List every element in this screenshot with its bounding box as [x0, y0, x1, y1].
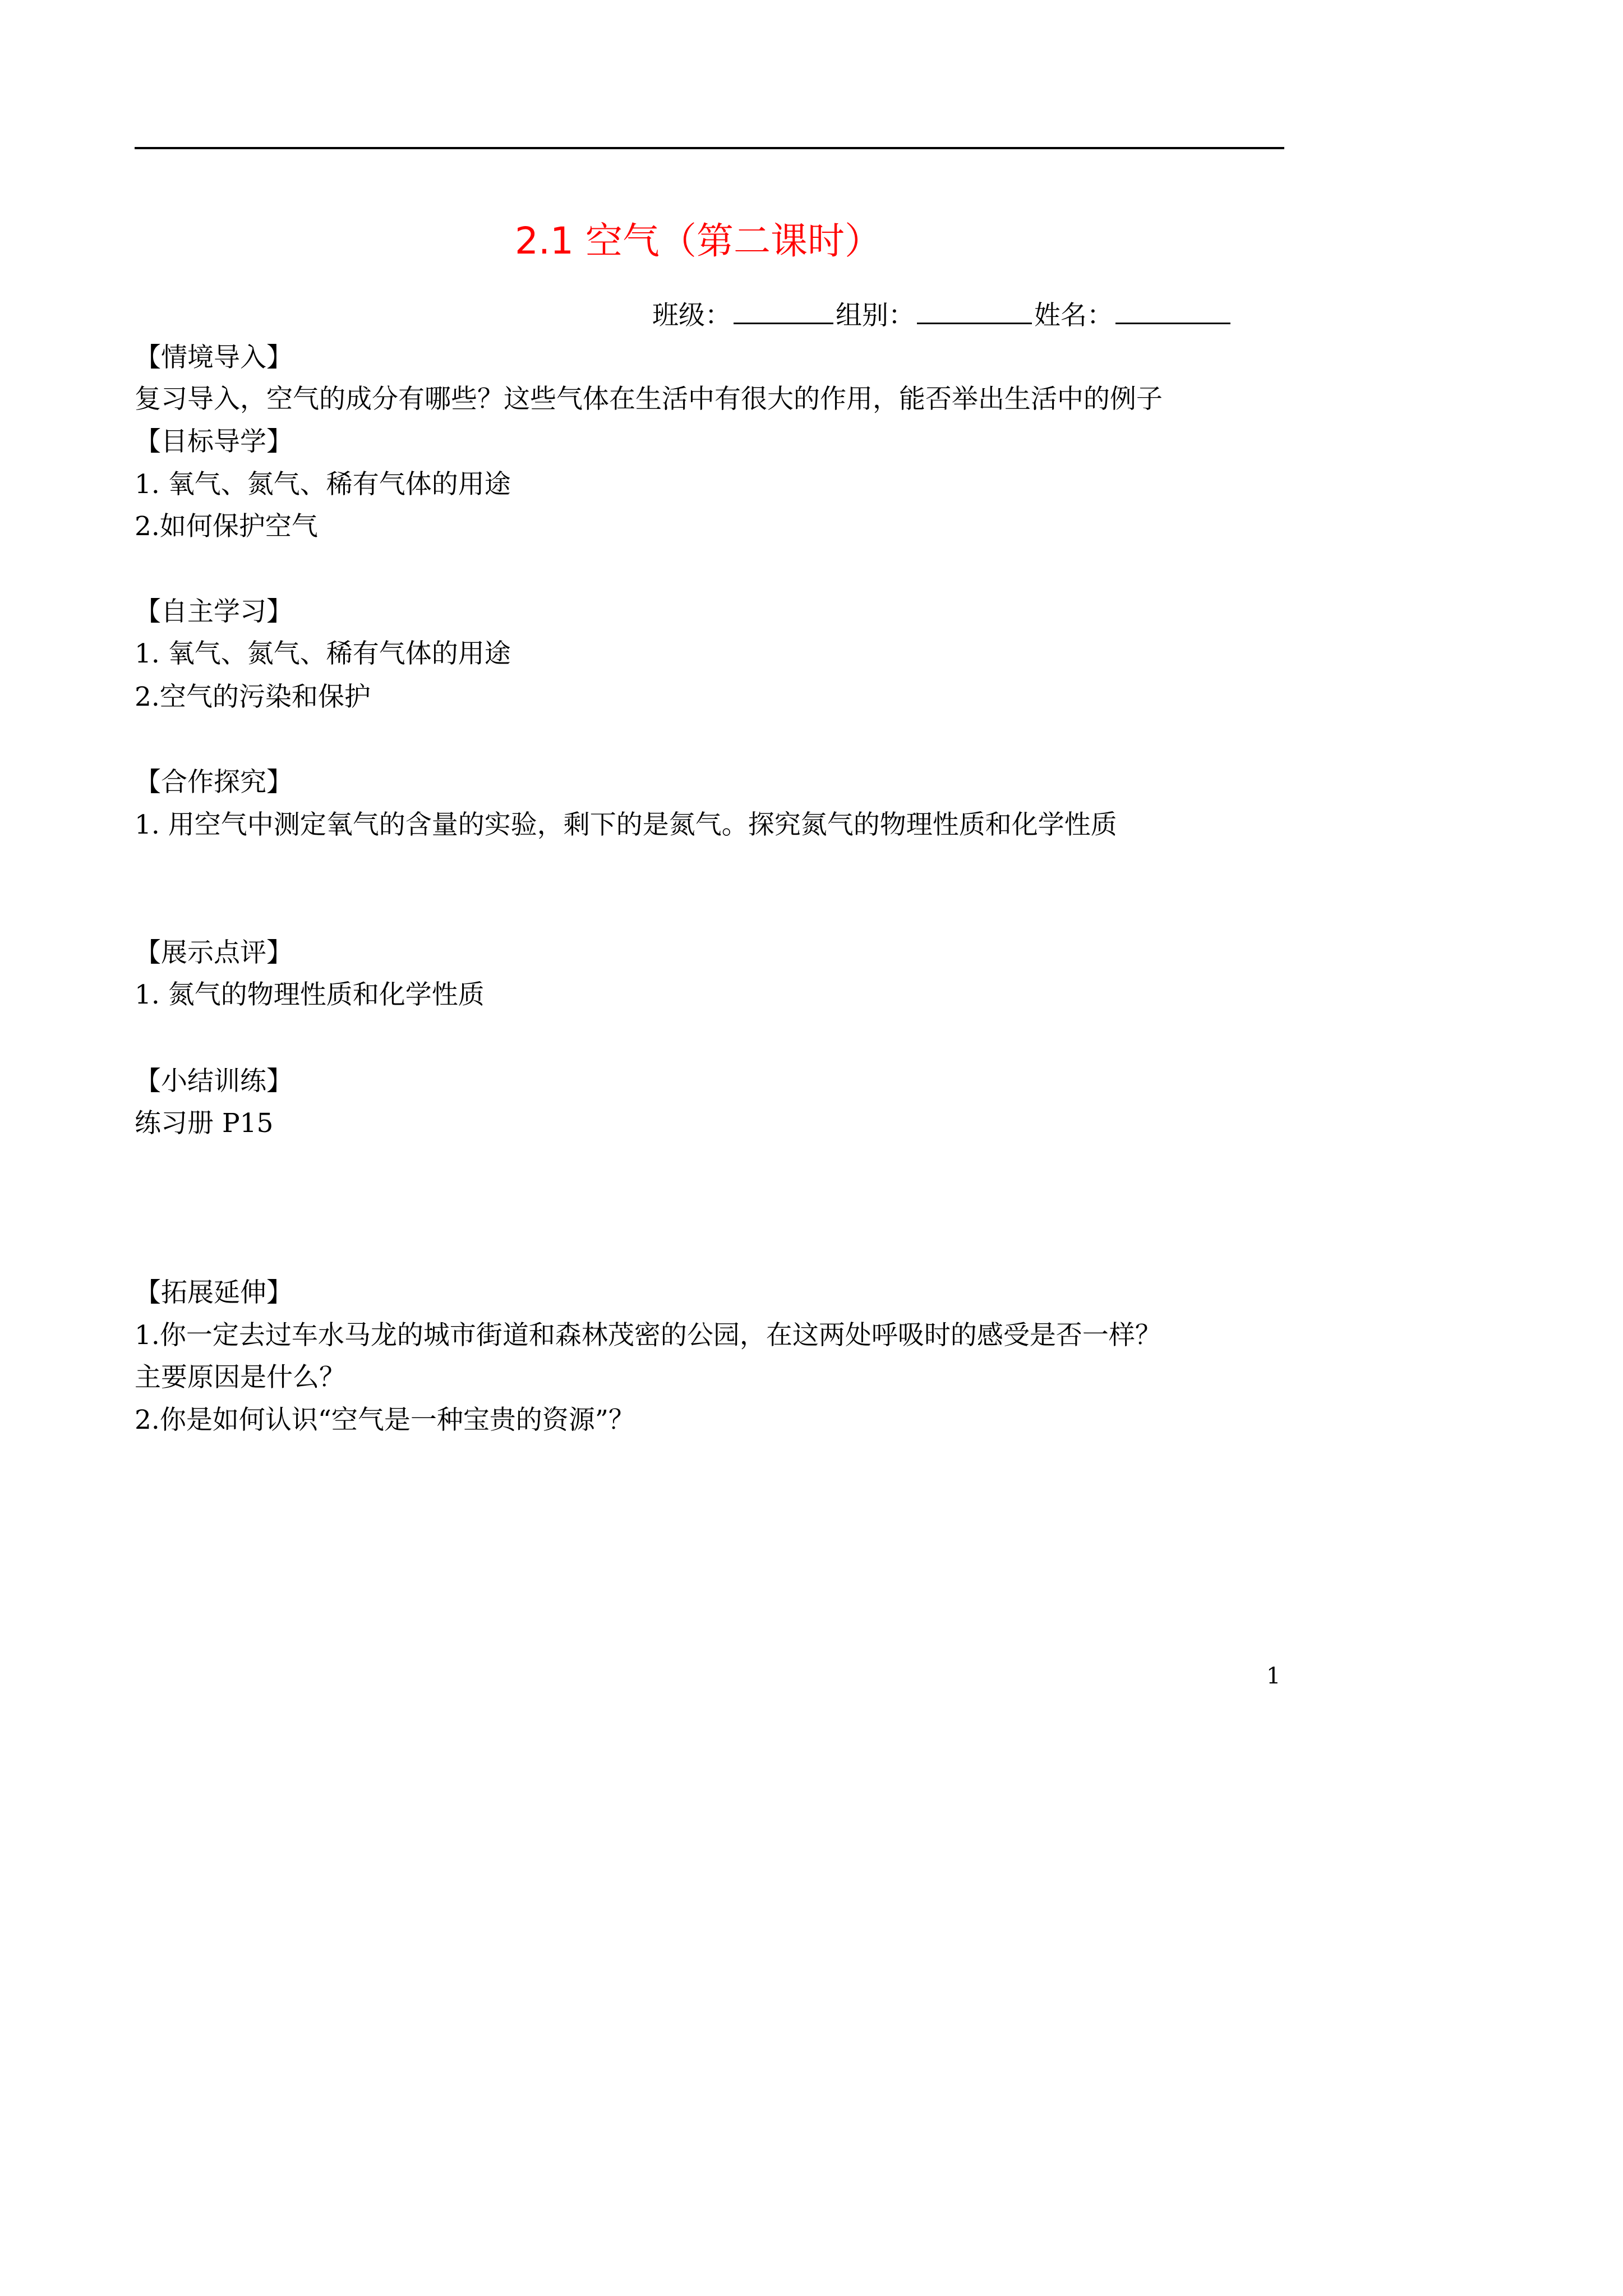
goals-heading: 【目标导学】 — [135, 426, 293, 457]
summary-heading: 【小结训练】 — [135, 1066, 293, 1097]
intro-text: 复习导入，空气的成分有哪些？这些气体在生活中有很大的作用，能否举出生活中的例子 — [135, 384, 1163, 415]
page-number: 1 — [1266, 1663, 1281, 1689]
self-study-item-1: 1. 氧气、氮气、稀有气体的用途 — [135, 638, 511, 669]
self-study-item-2: 2.空气的污染和保护 — [135, 682, 371, 712]
header-rule — [135, 147, 1284, 149]
intro-heading: 【情境导入】 — [135, 342, 293, 373]
cooperation-heading: 【合作探究】 — [135, 767, 293, 798]
page-title: 2.1 空气（第二课时） — [515, 219, 882, 263]
extension-item-1: 1.你一定去过车水马龙的城市街道和森林茂密的公园，在这两处呼吸时的感受是否一样？ — [135, 1320, 1161, 1351]
presentation-item-1: 1. 氮气的物理性质和化学性质 — [135, 979, 485, 1010]
name-label: 姓名： — [1034, 300, 1113, 331]
goals-item-1: 1. 氧气、氮气、稀有气体的用途 — [135, 469, 511, 500]
class-label: 班级： — [652, 300, 731, 331]
class-blank[interactable] — [734, 298, 833, 324]
presentation-heading: 【展示点评】 — [135, 937, 293, 968]
extension-item-1-continued: 主要原因是什么？ — [135, 1362, 345, 1393]
extension-item-2: 2.你是如何认识“空气是一种宝贵的资源”？ — [135, 1405, 635, 1435]
summary-item-1: 练习册 P15 — [135, 1108, 274, 1139]
student-info-line — [652, 296, 1233, 335]
cooperation-item-1: 1. 用空气中测定氧气的含量的实验，剩下的是氮气。探究氮气的物理性质和化学性质 — [135, 809, 1117, 840]
extension-heading: 【拓展延伸】 — [135, 1277, 293, 1308]
group-label: 组别： — [836, 300, 915, 331]
name-blank[interactable] — [1115, 298, 1230, 324]
self-study-heading: 【自主学习】 — [135, 596, 293, 627]
goals-item-2: 2.如何保护空气 — [135, 511, 318, 542]
group-blank[interactable] — [917, 298, 1032, 324]
